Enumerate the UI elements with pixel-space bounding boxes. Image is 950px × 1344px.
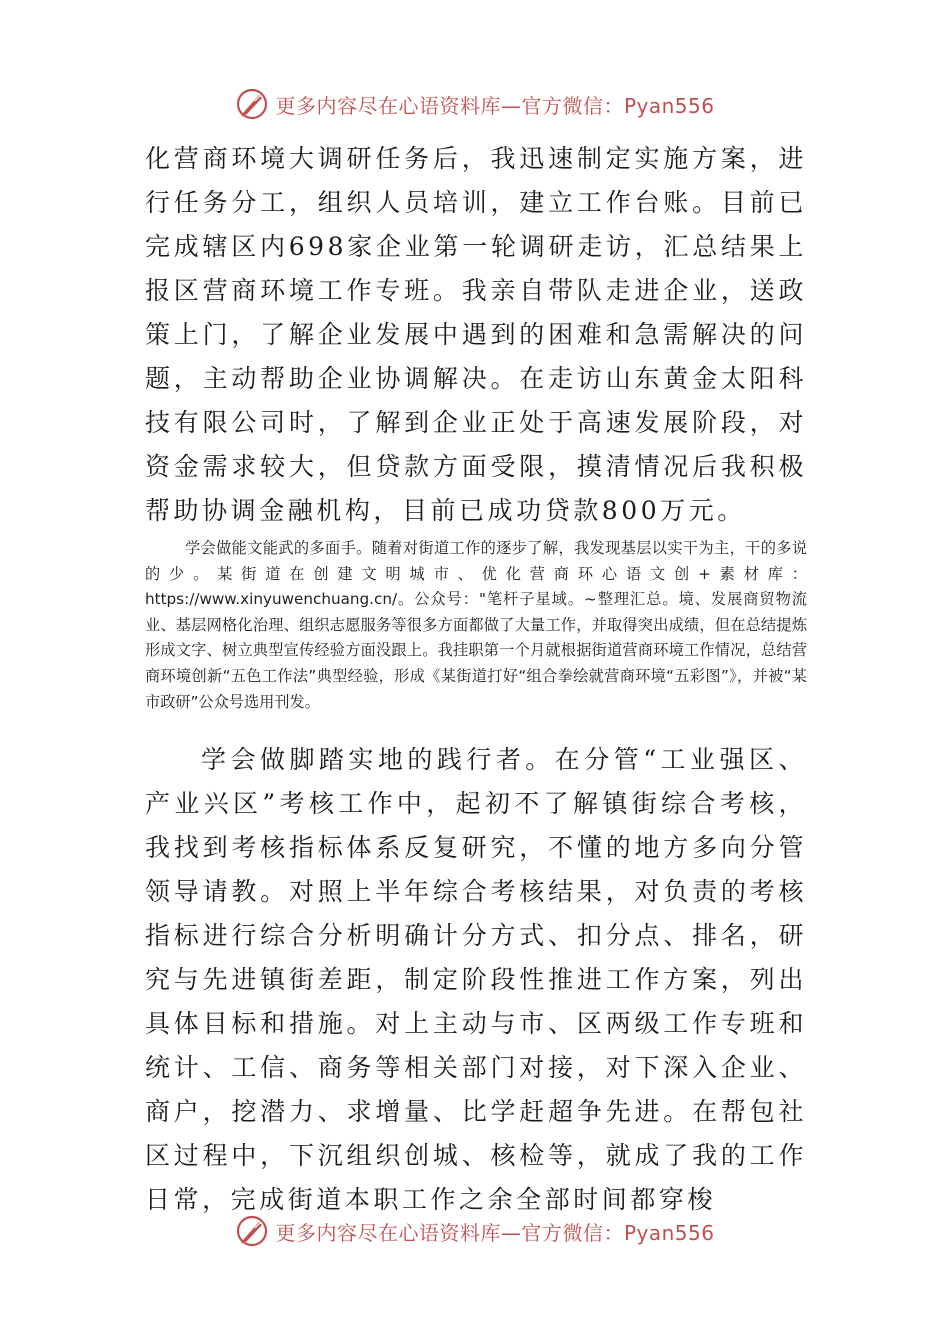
header-banner — [0, 84, 950, 124]
header-banner-text: 更多内容尽在心语资料库—官方微信：Pyan556 — [275, 93, 715, 118]
footer-banner-text: 更多内容尽在心语资料库—官方微信：Pyan556 — [275, 1220, 715, 1245]
paragraph-3: 学会做脚踏实地的践行者。在分管“工业强区、产业兴区”考核工作中，起初不了解镇街综合考核，我找到考核指标体系反复研究，不懂的地方多向分管领导请教。对照上半年综合考核结果，对负责的考核指标进行综合分析明确计分方式、扣分点、排名，研究与先进镇街差距，制定阶段性推进工作方案，列出具体目标和措施。对上主动与市、区两级工作专班和统计、工信、商务等相关部门对接，对下深入企业、商户，挖潜力、求增量、比学赶超争先进。在帮包社区过程中，下沉组织创城、核检等，就成了我的工作日常，完成街道本职工作之余全部时间都穿梭 — [145, 745, 807, 1214]
paragraph-3-block — [145, 738, 807, 1222]
paragraph-1-block — [145, 137, 807, 533]
footer-banner — [0, 1211, 950, 1251]
paragraph-1: 化营商环境大调研任务后，我迅速制定实施方案，进行任务分工，组织人员培训，建立工作台账。目前已完成辖区内698家企业第一轮调研走访，汇总结果上报区营商环境工作专班。我亲自带队走进企业，送政策上门，了解企业发展中遇到的困难和急需解决的问题，主动帮助企业协调解决。在走访山东黄金太阳科技有限公司时，了解到企业正处于高速发展阶段，对资金需求较大，但贷款方面受限，摸清情况后我积极帮助协调金融机构，目前已成功贷款800万元。 — [145, 144, 807, 525]
paragraph-2: 学会做能文能武的多面手。随着对街道工作的逐步了解，我发现基层以实干为主，干的多说的少。某街道在创建文明城市、优化营商环心语文创+素材库：https://www.xinyuwenchuang.cn/。公众号："笔杆子星域。~整理汇总。境、发展商贸物流业、基层网格化治理、组织志愿服务等很多方面都做了大量工作，并取得突出成绩，但在总结提炼形成文字、树立典型宣传经验方面没跟上。我挂职第一个月就根据街道营商环境工作情况，总结营商环境创新“五色工作法”典型经验，形成《某街道打好“组合拳绘就营商环境“五彩图”》，并被“某市政研”公众号选用刊发。 — [145, 539, 807, 711]
pen-feather-logo-icon — [235, 1214, 269, 1248]
pen-feather-logo-icon — [235, 87, 269, 121]
paragraph-2-block — [145, 536, 807, 715]
